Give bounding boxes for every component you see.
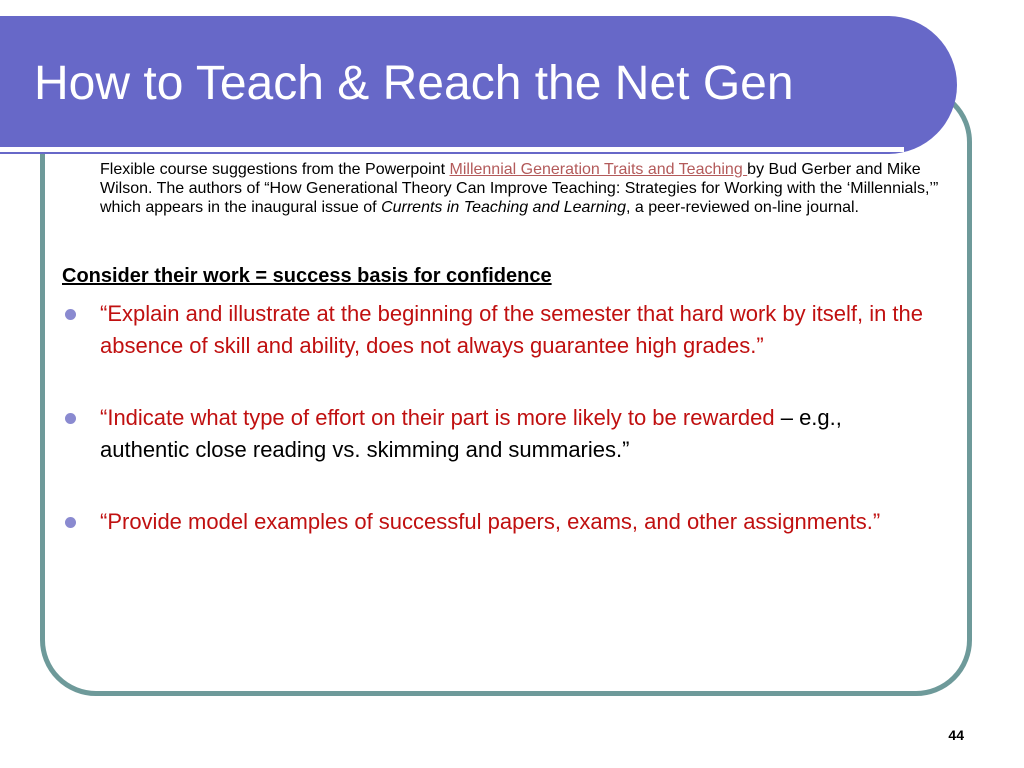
source-text-end: , a peer-reviewed on-line journal. — [625, 199, 859, 216]
page-number: 44 — [948, 727, 964, 743]
source-text-intro: Flexible course suggestions from the Powerpoint — [100, 161, 450, 178]
bullet-quote-text: “Indicate what type of effort on their part is more likely to be rewarded — [100, 405, 781, 430]
bullet-dot-icon — [65, 517, 76, 528]
title-bar — [0, 16, 957, 154]
section-heading: Consider their work = success basis for confidence — [62, 265, 552, 287]
source-citation — [100, 160, 958, 217]
journal-title: Currents in Teaching and Learning — [381, 199, 626, 216]
bullet-continuation-text: – e.g., authentic close reading vs. skimming and summaries.” — [100, 405, 842, 462]
bullet-dot-icon — [65, 413, 76, 424]
title-underline-rule — [0, 147, 904, 152]
bullet-quote-text: “Explain and illustrate at the beginning of the semester that hard work by itself, in the absence of skill and ability, does not always guarantee high grades.” — [100, 301, 924, 358]
bullet-item — [62, 506, 932, 538]
bullet-dot-icon — [65, 309, 76, 320]
bullet-item — [62, 402, 932, 466]
bullet-list — [62, 298, 932, 538]
bullet-item — [62, 298, 932, 362]
bullet-quote-text: “Provide model examples of successful papers, exams, and other assignments.” — [100, 509, 881, 534]
slide-title: How to Teach & Reach the Net Gen — [34, 57, 794, 110]
powerpoint-link[interactable]: Millennial Generation Traits and Teaching — [449, 161, 748, 178]
source-text-authors: by Bud Gerber and Mike Wilson. The authors of “How Generational Theory Can Improve Teaching: Strategies for Working with the ‘Millennials,’” which appears in the inaugural issue of — [100, 161, 939, 216]
